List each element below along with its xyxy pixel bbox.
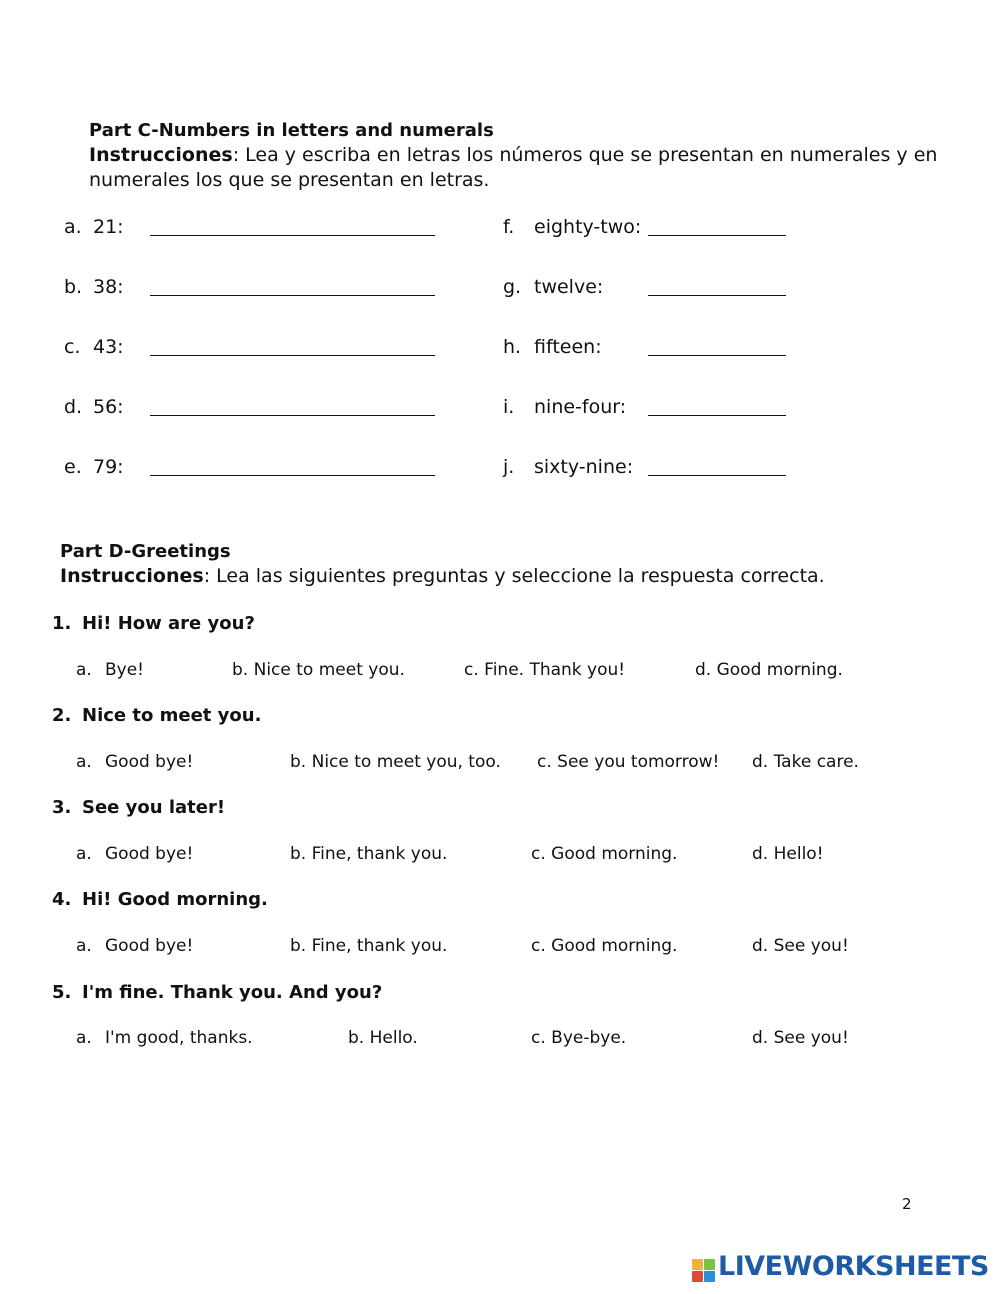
question-number: 1. [52, 613, 72, 634]
option-c[interactable]: c. See you tomorrow! [537, 752, 720, 772]
item-letter: g. [503, 276, 522, 298]
item-prompt: nine-four: [534, 396, 627, 418]
item-prompt: twelve: [534, 276, 604, 298]
question-text: Hi! How are you? [82, 613, 255, 634]
option-d[interactable]: d. See you! [752, 936, 849, 956]
item-letter: b. [64, 276, 83, 298]
option-d[interactable]: d. Hello! [752, 844, 824, 864]
item-letter: c. [64, 336, 81, 358]
option-c[interactable]: c. Good morning. [531, 844, 678, 864]
answer-field-c[interactable] [150, 334, 435, 356]
option-a[interactable]: Good bye! [105, 752, 194, 772]
option-a-letter: a. [76, 1028, 92, 1048]
item-prompt: 79: [93, 456, 124, 478]
option-d[interactable]: d. Good morning. [695, 660, 843, 680]
option-a[interactable]: Bye! [105, 660, 144, 680]
option-d[interactable]: d. Take care. [752, 752, 859, 772]
part-d-instructions [60, 565, 825, 587]
item-letter: h. [503, 336, 522, 358]
option-a-letter: a. [76, 936, 92, 956]
part-c-instructions-line2: numerales los que se presentan en letras. [89, 169, 490, 191]
item-letter: i. [503, 396, 515, 418]
option-b[interactable]: b. Nice to meet you, too. [290, 752, 501, 772]
option-a-letter: a. [76, 752, 92, 772]
item-prompt: 21: [93, 216, 124, 238]
part-c-title: Part C-Numbers in letters and numerals [89, 120, 494, 141]
item-letter: a. [64, 216, 82, 238]
part-c-instructions-line1 [89, 144, 937, 166]
option-a[interactable]: Good bye! [105, 936, 194, 956]
option-b[interactable]: b. Fine, thank you. [290, 844, 448, 864]
question-text: Hi! Good morning. [82, 889, 268, 910]
part-d-instructions-label: Instrucciones [60, 565, 204, 587]
item-letter: d. [64, 396, 83, 418]
part-c-instructions-label: Instrucciones [89, 144, 233, 166]
part-d-title: Part D-Greetings [60, 541, 231, 562]
option-a[interactable]: Good bye! [105, 844, 194, 864]
question-text: See you later! [82, 797, 226, 818]
page-number: 2 [902, 1195, 912, 1213]
item-prompt: fifteen: [534, 336, 602, 358]
answer-field-a[interactable] [150, 214, 435, 236]
part-d-instructions-text: : Lea las siguientes preguntas y seleccione la respuesta correcta. [203, 565, 825, 587]
item-prompt: sixty-nine: [534, 456, 634, 478]
item-prompt: 56: [93, 396, 124, 418]
option-a-letter: a. [76, 844, 92, 864]
item-prompt: eighty-two: [534, 216, 642, 238]
question-number: 3. [52, 797, 72, 818]
item-prompt: 43: [93, 336, 124, 358]
question-text: I'm fine. Thank you. And you? [82, 982, 383, 1003]
question-text: Nice to meet you. [82, 705, 262, 726]
option-a-letter: a. [76, 660, 92, 680]
answer-field-h[interactable] [648, 334, 786, 356]
logo-blocks-icon [692, 1259, 716, 1283]
logo-text: LIVEWORKSHEETS [718, 1251, 989, 1282]
answer-field-j[interactable] [648, 454, 786, 476]
option-b[interactable]: b. Fine, thank you. [290, 936, 448, 956]
option-b[interactable]: b. Nice to meet you. [232, 660, 405, 680]
answer-field-b[interactable] [150, 274, 435, 296]
option-c[interactable]: c. Good morning. [531, 936, 678, 956]
option-c[interactable]: c. Bye-bye. [531, 1028, 627, 1048]
question-number: 2. [52, 705, 72, 726]
answer-field-g[interactable] [648, 274, 786, 296]
answer-field-d[interactable] [150, 394, 435, 416]
option-d[interactable]: d. See you! [752, 1028, 849, 1048]
option-b[interactable]: b. Hello. [348, 1028, 418, 1048]
item-letter: e. [64, 456, 82, 478]
item-letter: f. [503, 216, 515, 238]
item-letter: j. [503, 456, 515, 478]
answer-field-e[interactable] [150, 454, 435, 476]
item-prompt: 38: [93, 276, 124, 298]
option-a[interactable]: I'm good, thanks. [105, 1028, 253, 1048]
part-c-instructions-text: : Lea y escriba en letras los números que se presentan en numerales y en [232, 144, 938, 166]
option-c[interactable]: c. Fine. Thank you! [464, 660, 626, 680]
question-number: 5. [52, 982, 72, 1003]
answer-field-i[interactable] [648, 394, 786, 416]
answer-field-f[interactable] [648, 214, 786, 236]
question-number: 4. [52, 889, 72, 910]
